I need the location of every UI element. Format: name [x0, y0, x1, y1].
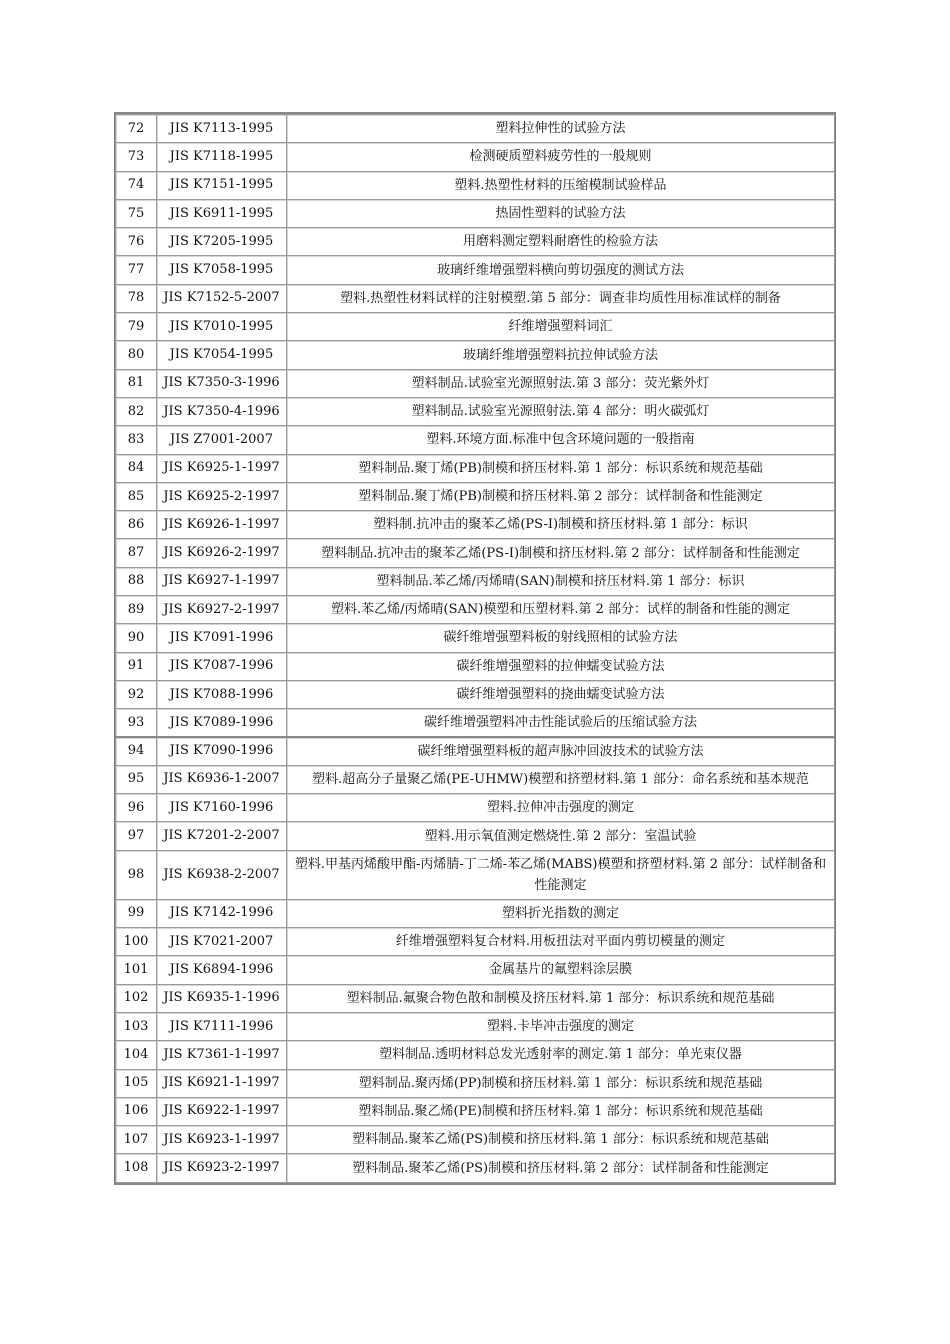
row-number: 86	[116, 511, 157, 539]
table-row	[116, 228, 835, 256]
standard-code: JIS K7111-1996	[157, 1012, 287, 1040]
standard-title: 金属基片的氟塑料涂层膜	[287, 956, 835, 984]
row-number: 81	[116, 369, 157, 397]
table-row	[116, 539, 835, 567]
standard-title: 用磨料测定塑料耐磨性的检验方法	[287, 228, 835, 256]
standard-code: JIS K6925-2-1997	[157, 482, 287, 510]
standard-code: JIS K7350-4-1996	[157, 397, 287, 425]
standard-title: 碳纤维增强塑料冲击性能试验后的压缩试验方法	[287, 709, 835, 737]
standard-code: JIS K6936-1-2007	[157, 765, 287, 793]
standard-code: JIS K7118-1995	[157, 143, 287, 171]
standard-title: 塑料.卡毕冲击强度的测定	[287, 1012, 835, 1040]
row-number: 92	[116, 680, 157, 708]
standard-code: JIS K7021-2007	[157, 928, 287, 956]
table-row	[116, 765, 835, 793]
row-number: 102	[116, 984, 157, 1012]
standard-title: 塑料制.抗冲击的聚苯乙烯(PS-I)制模和挤压材料.第 1 部分：标识	[287, 511, 835, 539]
row-number: 105	[116, 1069, 157, 1097]
row-number: 99	[116, 899, 157, 927]
standard-code: JIS K7113-1995	[157, 115, 287, 143]
table-row	[116, 1126, 835, 1154]
table-row	[116, 199, 835, 227]
row-number: 74	[116, 171, 157, 199]
row-number: 103	[116, 1012, 157, 1040]
standard-code: JIS Z7001-2007	[157, 426, 287, 454]
row-number: 107	[116, 1126, 157, 1154]
table-row	[116, 850, 835, 899]
table-row	[116, 624, 835, 652]
row-number: 96	[116, 794, 157, 822]
row-number: 90	[116, 624, 157, 652]
standard-title: 塑料.热塑性材料试样的注射模塑.第 5 部分：调查非均质性用标准试样的制备	[287, 284, 835, 312]
standard-code: JIS K6894-1996	[157, 956, 287, 984]
table-row	[116, 794, 835, 822]
table-row	[116, 709, 835, 737]
row-number: 77	[116, 256, 157, 284]
standards-table-frame	[114, 112, 836, 1185]
standard-title: 塑料制品.聚丁烯(PB)制模和挤压材料.第 2 部分：试样制备和性能测定	[287, 482, 835, 510]
standard-title: 碳纤维增强塑料板的超声脉冲回波技术的试验方法	[287, 737, 835, 765]
standard-title: 碳纤维增强塑料的拉伸蠕变试验方法	[287, 652, 835, 680]
standard-title: 塑料制品.苯乙烯/丙烯晴(SAN)制模和挤压材料.第 1 部分：标识	[287, 567, 835, 595]
standard-code: JIS K6927-1-1997	[157, 567, 287, 595]
row-number: 75	[116, 199, 157, 227]
row-number: 95	[116, 765, 157, 793]
standard-title: 塑料.甲基丙烯酸甲酯-丙烯腈-丁二烯-苯乙烯(MABS)模塑和挤塑材料.第 2 部分：试样制备和性能测定	[287, 850, 835, 899]
standard-title: 塑料制品.氟聚合物色散和制模及挤压材料.第 1 部分：标识系统和规范基础	[287, 984, 835, 1012]
row-number: 79	[116, 313, 157, 341]
standard-title: 塑料制品.聚乙烯(PE)制模和挤压材料.第 1 部分：标识系统和规范基础	[287, 1097, 835, 1125]
standard-title: 塑料制品.聚丙烯(PP)制模和挤压材料.第 1 部分：标识系统和规范基础	[287, 1069, 835, 1097]
table-row	[116, 1154, 835, 1182]
standard-code: JIS K7090-1996	[157, 737, 287, 765]
standard-title: 塑料.超高分子量聚乙烯(PE-UHMW)模塑和挤塑材料.第 1 部分：命名系统和基本规范	[287, 765, 835, 793]
row-number: 76	[116, 228, 157, 256]
table-row	[116, 143, 835, 171]
standard-title: 碳纤维增强塑料的挠曲蠕变试验方法	[287, 680, 835, 708]
row-number: 97	[116, 822, 157, 850]
standards-table	[115, 114, 835, 1183]
standard-title: 塑料制品.透明材料总发光透射率的测定.第 1 部分：单光束仪器	[287, 1041, 835, 1069]
standard-title: 塑料制品.抗冲击的聚苯乙烯(PS-I)制模和挤压材料.第 2 部分：试样制备和性能测定	[287, 539, 835, 567]
row-number: 84	[116, 454, 157, 482]
standard-code: JIS K7142-1996	[157, 899, 287, 927]
row-number: 88	[116, 567, 157, 595]
standard-code: JIS K6927-2-1997	[157, 596, 287, 624]
standard-code: JIS K7089-1996	[157, 709, 287, 737]
standard-code: JIS K7205-1995	[157, 228, 287, 256]
table-row	[116, 482, 835, 510]
standard-code: JIS K7151-1995	[157, 171, 287, 199]
standard-code: JIS K7088-1996	[157, 680, 287, 708]
table-row	[116, 899, 835, 927]
row-number: 93	[116, 709, 157, 737]
standard-title: 塑料制品.试验室光源照射法.第 3 部分：荧光紫外灯	[287, 369, 835, 397]
row-number: 108	[116, 1154, 157, 1182]
standard-code: JIS K7087-1996	[157, 652, 287, 680]
table-row	[116, 397, 835, 425]
row-number: 104	[116, 1041, 157, 1069]
standard-code: JIS K6911-1995	[157, 199, 287, 227]
row-number: 98	[116, 850, 157, 899]
standard-code: JIS K7058-1995	[157, 256, 287, 284]
row-number: 83	[116, 426, 157, 454]
row-number: 87	[116, 539, 157, 567]
row-number: 91	[116, 652, 157, 680]
table-row	[116, 115, 835, 143]
row-number: 80	[116, 341, 157, 369]
standard-title: 塑料折光指数的测定	[287, 899, 835, 927]
row-number: 89	[116, 596, 157, 624]
row-number: 101	[116, 956, 157, 984]
table-row	[116, 284, 835, 312]
table-row	[116, 652, 835, 680]
standard-title: 玻璃纤维增强塑料横向剪切强度的测试方法	[287, 256, 835, 284]
standard-code: JIS K7091-1996	[157, 624, 287, 652]
standard-title: 塑料.拉伸冲击强度的测定	[287, 794, 835, 822]
table-row	[116, 1012, 835, 1040]
table-row	[116, 369, 835, 397]
table-row	[116, 256, 835, 284]
standard-code: JIS K7152-5-2007	[157, 284, 287, 312]
table-row	[116, 313, 835, 341]
row-number: 82	[116, 397, 157, 425]
table-row	[116, 426, 835, 454]
row-number: 106	[116, 1097, 157, 1125]
standard-title: 玻璃纤维增强塑料抗拉伸试验方法	[287, 341, 835, 369]
standard-title: 塑料拉伸性的试验方法	[287, 115, 835, 143]
row-number: 78	[116, 284, 157, 312]
row-number: 100	[116, 928, 157, 956]
table-row	[116, 454, 835, 482]
standard-code: JIS K7350-3-1996	[157, 369, 287, 397]
standard-title: 塑料制品.聚苯乙烯(PS)制模和挤压材料.第 1 部分：标识系统和规范基础	[287, 1126, 835, 1154]
table-row	[116, 680, 835, 708]
standard-code: JIS K6923-1-1997	[157, 1126, 287, 1154]
standard-code: JIS K6938-2-2007	[157, 850, 287, 899]
standard-title: 碳纤维增强塑料板的射线照相的试验方法	[287, 624, 835, 652]
standard-title: 检测硬质塑料疲劳性的一般规则	[287, 143, 835, 171]
standards-table-body	[116, 115, 835, 1183]
standard-title: 塑料.苯乙烯/丙烯晴(SAN)模塑和压塑材料.第 2 部分：试样的制备和性能的测定	[287, 596, 835, 624]
standard-title: 纤维增强塑料词汇	[287, 313, 835, 341]
standard-title: 热固性塑料的试验方法	[287, 199, 835, 227]
table-row	[116, 341, 835, 369]
standard-code: JIS K6925-1-1997	[157, 454, 287, 482]
row-number: 94	[116, 737, 157, 765]
table-row	[116, 1041, 835, 1069]
table-row	[116, 956, 835, 984]
table-row	[116, 511, 835, 539]
standard-title: 塑料.热塑性材料的压缩模制试验样品	[287, 171, 835, 199]
standard-code: JIS K6921-1-1997	[157, 1069, 287, 1097]
table-row	[116, 567, 835, 595]
row-number: 72	[116, 115, 157, 143]
table-row	[116, 1069, 835, 1097]
standard-title: 塑料制品.聚丁烯(PB)制模和挤压材料.第 1 部分：标识系统和规范基础	[287, 454, 835, 482]
standard-title: 塑料制品.聚苯乙烯(PS)制模和挤压材料.第 2 部分：试样制备和性能测定	[287, 1154, 835, 1182]
standard-title: 塑料制品.试验室光源照射法.第 4 部分：明火碳弧灯	[287, 397, 835, 425]
standard-code: JIS K6926-1-1997	[157, 511, 287, 539]
standard-code: JIS K6923-2-1997	[157, 1154, 287, 1182]
table-row	[116, 1097, 835, 1125]
table-row	[116, 822, 835, 850]
standard-title: 纤维增强塑料复合材料.用板扭法对平面内剪切模量的测定	[287, 928, 835, 956]
row-number: 73	[116, 143, 157, 171]
table-row	[116, 596, 835, 624]
table-row	[116, 928, 835, 956]
standard-code: JIS K7010-1995	[157, 313, 287, 341]
standard-code: JIS K6926-2-1997	[157, 539, 287, 567]
table-row	[116, 984, 835, 1012]
standard-code: JIS K6935-1-1996	[157, 984, 287, 1012]
standard-code: JIS K7201-2-2007	[157, 822, 287, 850]
table-row	[116, 737, 835, 765]
standard-code: JIS K6922-1-1997	[157, 1097, 287, 1125]
standard-code: JIS K7361-1-1997	[157, 1041, 287, 1069]
row-number: 85	[116, 482, 157, 510]
table-row	[116, 171, 835, 199]
standard-title: 塑料.用示氧值测定燃烧性.第 2 部分：室温试验	[287, 822, 835, 850]
standard-code: JIS K7054-1995	[157, 341, 287, 369]
standard-title: 塑料.环境方面.标准中包含环境问题的一般指南	[287, 426, 835, 454]
standard-code: JIS K7160-1996	[157, 794, 287, 822]
